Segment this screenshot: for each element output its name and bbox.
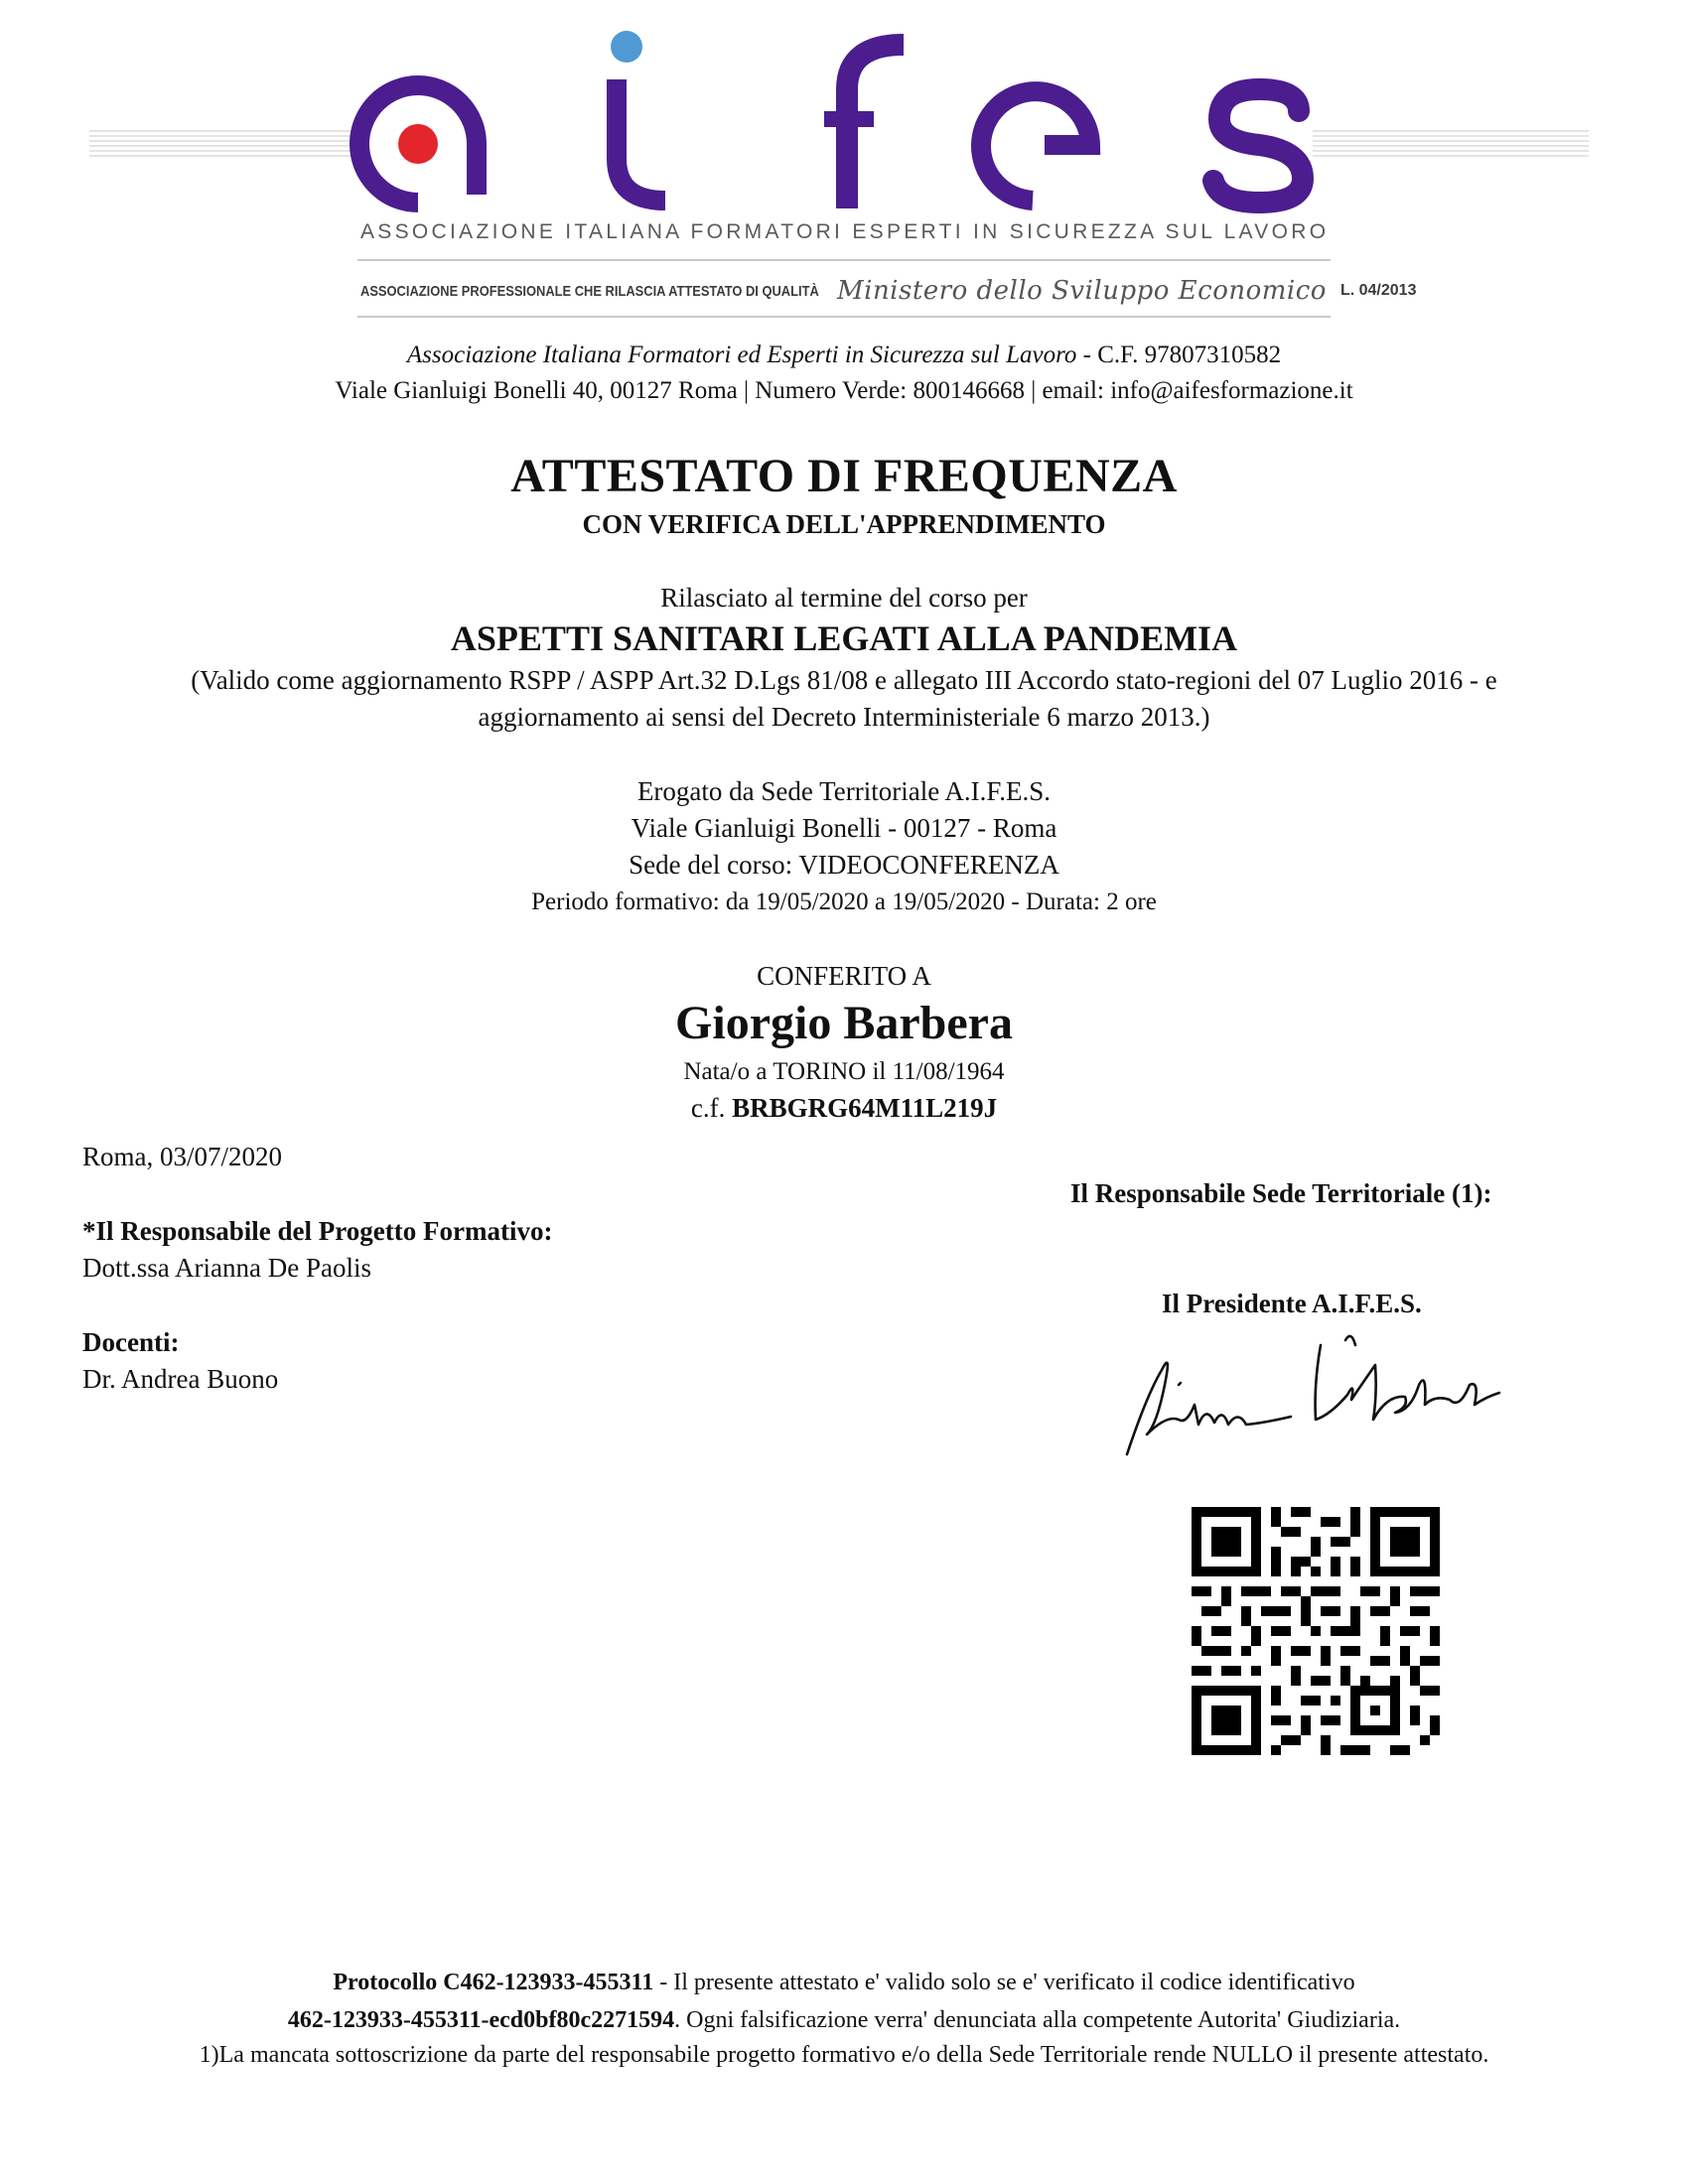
docenti-name: Dr. Andrea Buono [82,1364,279,1394]
course-location: Sede del corso: VIDEOCONFERENZA [629,850,1059,880]
verification-code: 462-123933-455311-ecd0bf80c2271594 [287,2007,675,2033]
course-period: Periodo formativo: da 19/05/2020 a 19/05/2020 - Durata: 2 ore [531,888,1157,915]
tax-code-value: BRBGRG64M11L219J [732,1093,998,1123]
verification-code-text: . Ogni falsificazione verra' denunciata alla competente Autorita' Giudiziaria. [674,2007,1401,2033]
aifes-logo [89,20,1599,218]
qualita-row [360,270,1417,312]
document-title: ATTESTATO DI FREQUENZA [510,450,1178,502]
logo-red-dot [398,124,438,164]
recipient-tax-code [0,1093,1688,1124]
footer-note: 1)La mancata sottoscrizione da parte del responsabile progetto formativo e/o della Sede Territoriale rende NULLO il presente attestato. [199,2042,1489,2068]
erogato-text: Erogato da Sede Territoriale A.I.F.E.S. [636,776,1052,806]
validity-note-line-1: (Valido come aggiornamento RSPP / ASPP Art.32 D.Lgs 81/08 e allegato III Accordo stato-regioni del 07 Luglio 2016 - e [191,665,1497,695]
association-name: Associazione Italiana Formatori ed Esperti in Sicurezza sul Lavoro [406,341,1077,368]
logo-blue-dot [611,31,642,63]
ministero-signature: Ministero dello Sviluppo Economico [837,276,1327,306]
footer-protocol [0,1970,1688,1996]
footer-code [0,2007,1688,2034]
header-rule-bottom [357,316,1331,318]
validity-note-line-2: aggiornamento ai sensi del Decreto Interministeriale 6 marzo 2013.) [478,702,1210,732]
association-line [0,341,1688,369]
logo-letter-s [1213,89,1303,203]
handwritten-signature-icon [1117,1325,1514,1464]
responsabile-progetto-name: Dott.ssa Arianna De Paolis [82,1253,371,1283]
letterhead [0,0,1688,328]
qr-code-icon [1192,1507,1440,1755]
responsabile-progetto-label: *Il Responsabile del Progetto Formativo: [82,1216,553,1246]
logo-stripes-right [1313,131,1589,156]
protocol-number: Protocollo C462-123933-455311 [333,1970,654,1995]
association-contacts: Viale Gianluigi Bonelli 40, 00127 Roma | Numero Verde: 800146668 | email: info@aifesformazione.it [335,377,1353,404]
place-date: Roma, 03/07/2020 [82,1142,282,1171]
docenti-label: Docenti: [82,1327,180,1357]
legge-number: L. 04/2013 [1339,282,1417,299]
rilasciato-text: Rilasciato al termine del corso per [660,583,1028,613]
protocol-text: - Il presente attestato e' valido solo se e' verificato il codice identificativo [653,1970,1355,1995]
responsabile-sede-label: Il Responsabile Sede Territoriale (1): [1070,1178,1492,1208]
qualita-text: ASSOCIAZIONE PROFESSIONALE CHE RILASCIA ATTESTATO DI QUALITÀ [360,282,819,300]
logo-letter-i [611,31,665,201]
logo-letter-e [981,91,1090,201]
logo-letter-a [359,85,477,203]
sede-address: Viale Gianluigi Bonelli - 00127 - Roma [631,813,1057,843]
header-rule-top [357,259,1331,261]
logo-tagline: ASSOCIAZIONE ITALIANA FORMATORI ESPERTI IN SICUREZZA SUL LAVORO [360,220,1330,243]
logo-stripes-left [89,131,369,156]
conferito-label: CONFERITO A [757,961,931,991]
recipient-birth: Nata/o a TORINO il 11/08/1964 [683,1058,1005,1085]
course-title: ASPETTI SANITARI LEGATI ALLA PANDEMIA [450,618,1238,658]
tax-code-label: c.f. [690,1093,733,1123]
recipient-name: Giorgio Barbera [675,997,1013,1049]
association-cf: - C.F. 97807310582 [1076,341,1282,368]
document-subtitle: CON VERIFICA DELL'APPRENDIMENTO [582,509,1106,539]
presidente-label: Il Presidente A.I.F.E.S. [1162,1289,1422,1318]
logo-letter-f [824,45,904,208]
